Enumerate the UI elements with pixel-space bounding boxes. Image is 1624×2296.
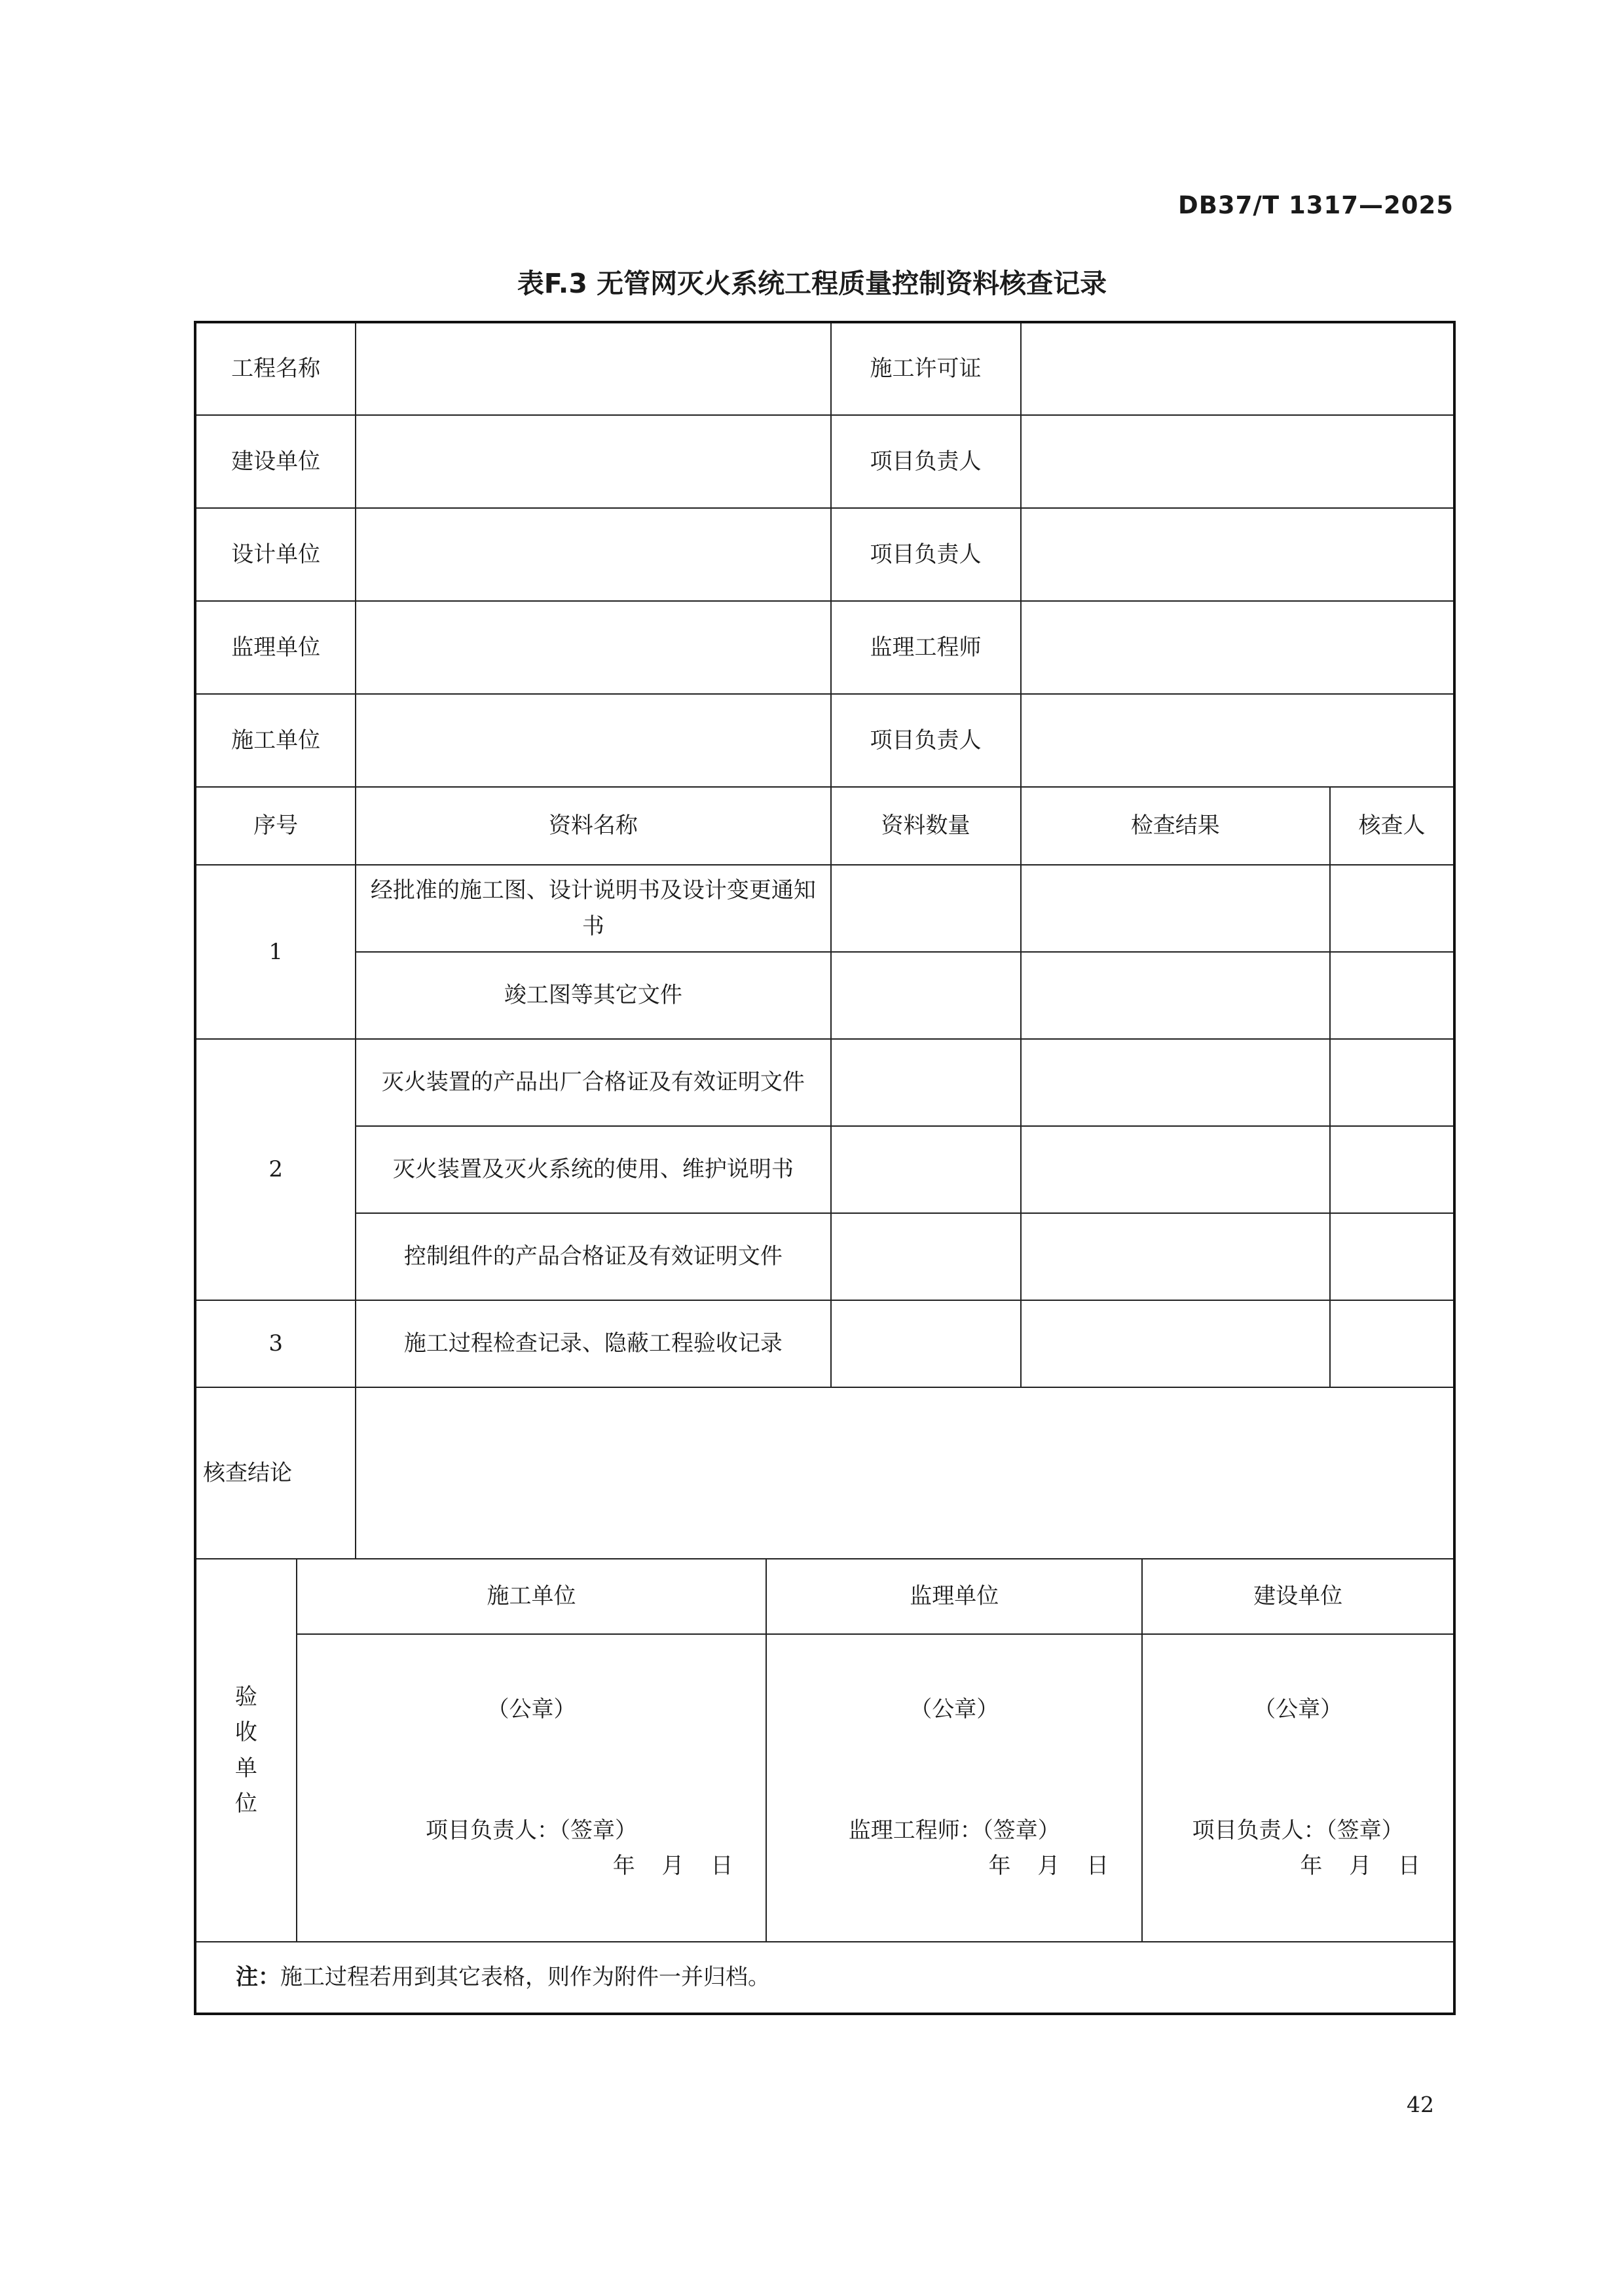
info-row [195, 694, 1454, 787]
document-name: 竣工图等其它文件 [356, 952, 830, 1039]
info-value[interactable] [356, 601, 830, 694]
unit-name: 施工单位 [297, 1559, 767, 1634]
info-right-value[interactable] [1021, 415, 1454, 508]
document-name: 控制组件的产品合格证及有效证明文件 [356, 1213, 830, 1300]
page-number: 42 [1407, 2092, 1434, 2117]
check-result[interactable] [1021, 1039, 1330, 1126]
conclusion-label: 核查结论 [195, 1387, 356, 1559]
info-label: 监理单位 [195, 601, 356, 694]
document-count[interactable] [831, 1300, 1021, 1387]
date-label: 年 月 日 [612, 1853, 733, 1880]
standard-code: DB37/T 1317—2025 [1178, 191, 1454, 219]
stamp-label: （公章） [910, 1696, 999, 1723]
group-number: 1 [195, 865, 356, 1039]
column-header-row [195, 787, 1454, 865]
document-name: 灭火装置的产品出厂合格证及有效证明文件 [356, 1039, 830, 1126]
table-title: 表F.3 无管网灭火系统工程质量控制资料核查记录 [517, 268, 1107, 299]
info-right-value[interactable] [1021, 694, 1454, 787]
table-row [195, 1126, 1454, 1213]
signer-label: 项目负责人：（签章） [426, 1817, 637, 1844]
document-count[interactable] [831, 1126, 1021, 1213]
table-row [195, 865, 1454, 952]
check-result[interactable] [1021, 952, 1330, 1039]
sign-cell[interactable] [766, 1634, 1142, 1942]
note [195, 1942, 1454, 2014]
info-right-value[interactable] [1021, 601, 1454, 694]
acceptance-label: 验收单位 [195, 1559, 297, 1942]
table-row [195, 1213, 1454, 1300]
checker[interactable] [1330, 865, 1454, 952]
checker[interactable] [1330, 1039, 1454, 1126]
info-row [195, 415, 1454, 508]
unit-name: 监理单位 [766, 1559, 1142, 1634]
check-result[interactable] [1021, 1213, 1330, 1300]
checker[interactable] [1330, 1126, 1454, 1213]
info-right-value[interactable] [1021, 508, 1454, 601]
table-row [195, 1039, 1454, 1126]
document-count[interactable] [831, 865, 1021, 952]
checker[interactable] [1330, 1213, 1454, 1300]
stamp-label: （公章） [1253, 1696, 1343, 1723]
info-value[interactable] [356, 694, 830, 787]
conclusion-field[interactable] [356, 1387, 1454, 1559]
info-row [195, 601, 1454, 694]
info-label: 设计单位 [195, 508, 356, 601]
conclusion-row [195, 1387, 1454, 1559]
signer-label: 项目负责人：（签章） [1192, 1817, 1404, 1844]
document-count[interactable] [831, 952, 1021, 1039]
column-header: 资料名称 [356, 787, 830, 865]
acceptance-header-row [195, 1559, 1454, 1634]
info-right-label: 项目负责人 [831, 508, 1021, 601]
info-row [195, 508, 1454, 601]
group-number: 3 [195, 1300, 356, 1387]
column-header: 序号 [195, 787, 356, 865]
unit-name: 建设单位 [1142, 1559, 1454, 1634]
info-value[interactable] [356, 508, 830, 601]
document-count[interactable] [831, 1039, 1021, 1126]
info-label: 建设单位 [195, 415, 356, 508]
info-right-label: 项目负责人 [831, 415, 1021, 508]
column-header: 核查人 [1330, 787, 1454, 865]
sign-cell[interactable] [297, 1634, 767, 1942]
document-count[interactable] [831, 1213, 1021, 1300]
table-row [195, 1300, 1454, 1387]
date-label: 年 月 日 [988, 1853, 1109, 1880]
note-row [195, 1942, 1454, 2014]
info-right-label: 项目负责人 [831, 694, 1021, 787]
note-text: 施工过程若用到其它表格，则作为附件一并归档。 [280, 1964, 770, 1991]
document-name: 经批准的施工图、设计说明书及设计变更通知书 [356, 865, 830, 952]
sign-cell[interactable] [1142, 1634, 1454, 1942]
info-right-label: 施工许可证 [831, 322, 1021, 415]
checker[interactable] [1330, 1300, 1454, 1387]
check-result[interactable] [1021, 1126, 1330, 1213]
document-name: 施工过程检查记录、隐蔽工程验收记录 [356, 1300, 830, 1387]
info-value[interactable] [356, 322, 830, 415]
check-result[interactable] [1021, 1300, 1330, 1387]
document-name: 灭火装置及灭火系统的使用、维护说明书 [356, 1126, 830, 1213]
info-label: 工程名称 [195, 322, 356, 415]
info-right-value[interactable] [1021, 322, 1454, 415]
group-number: 2 [195, 1039, 356, 1300]
record-table [194, 321, 1456, 2015]
stamp-label: （公章） [487, 1696, 576, 1723]
signer-label: 监理工程师：（签章） [848, 1817, 1060, 1844]
info-label: 施工单位 [195, 694, 356, 787]
info-right-label: 监理工程师 [831, 601, 1021, 694]
table-row [195, 952, 1454, 1039]
date-label: 年 月 日 [1300, 1853, 1420, 1880]
info-value[interactable] [356, 415, 830, 508]
check-result[interactable] [1021, 865, 1330, 952]
info-row [195, 322, 1454, 415]
column-header: 检查结果 [1021, 787, 1330, 865]
checker[interactable] [1330, 952, 1454, 1039]
note-prefix: 注： [236, 1964, 280, 1991]
column-header: 资料数量 [831, 787, 1021, 865]
acceptance-sign-row [195, 1634, 1454, 1942]
